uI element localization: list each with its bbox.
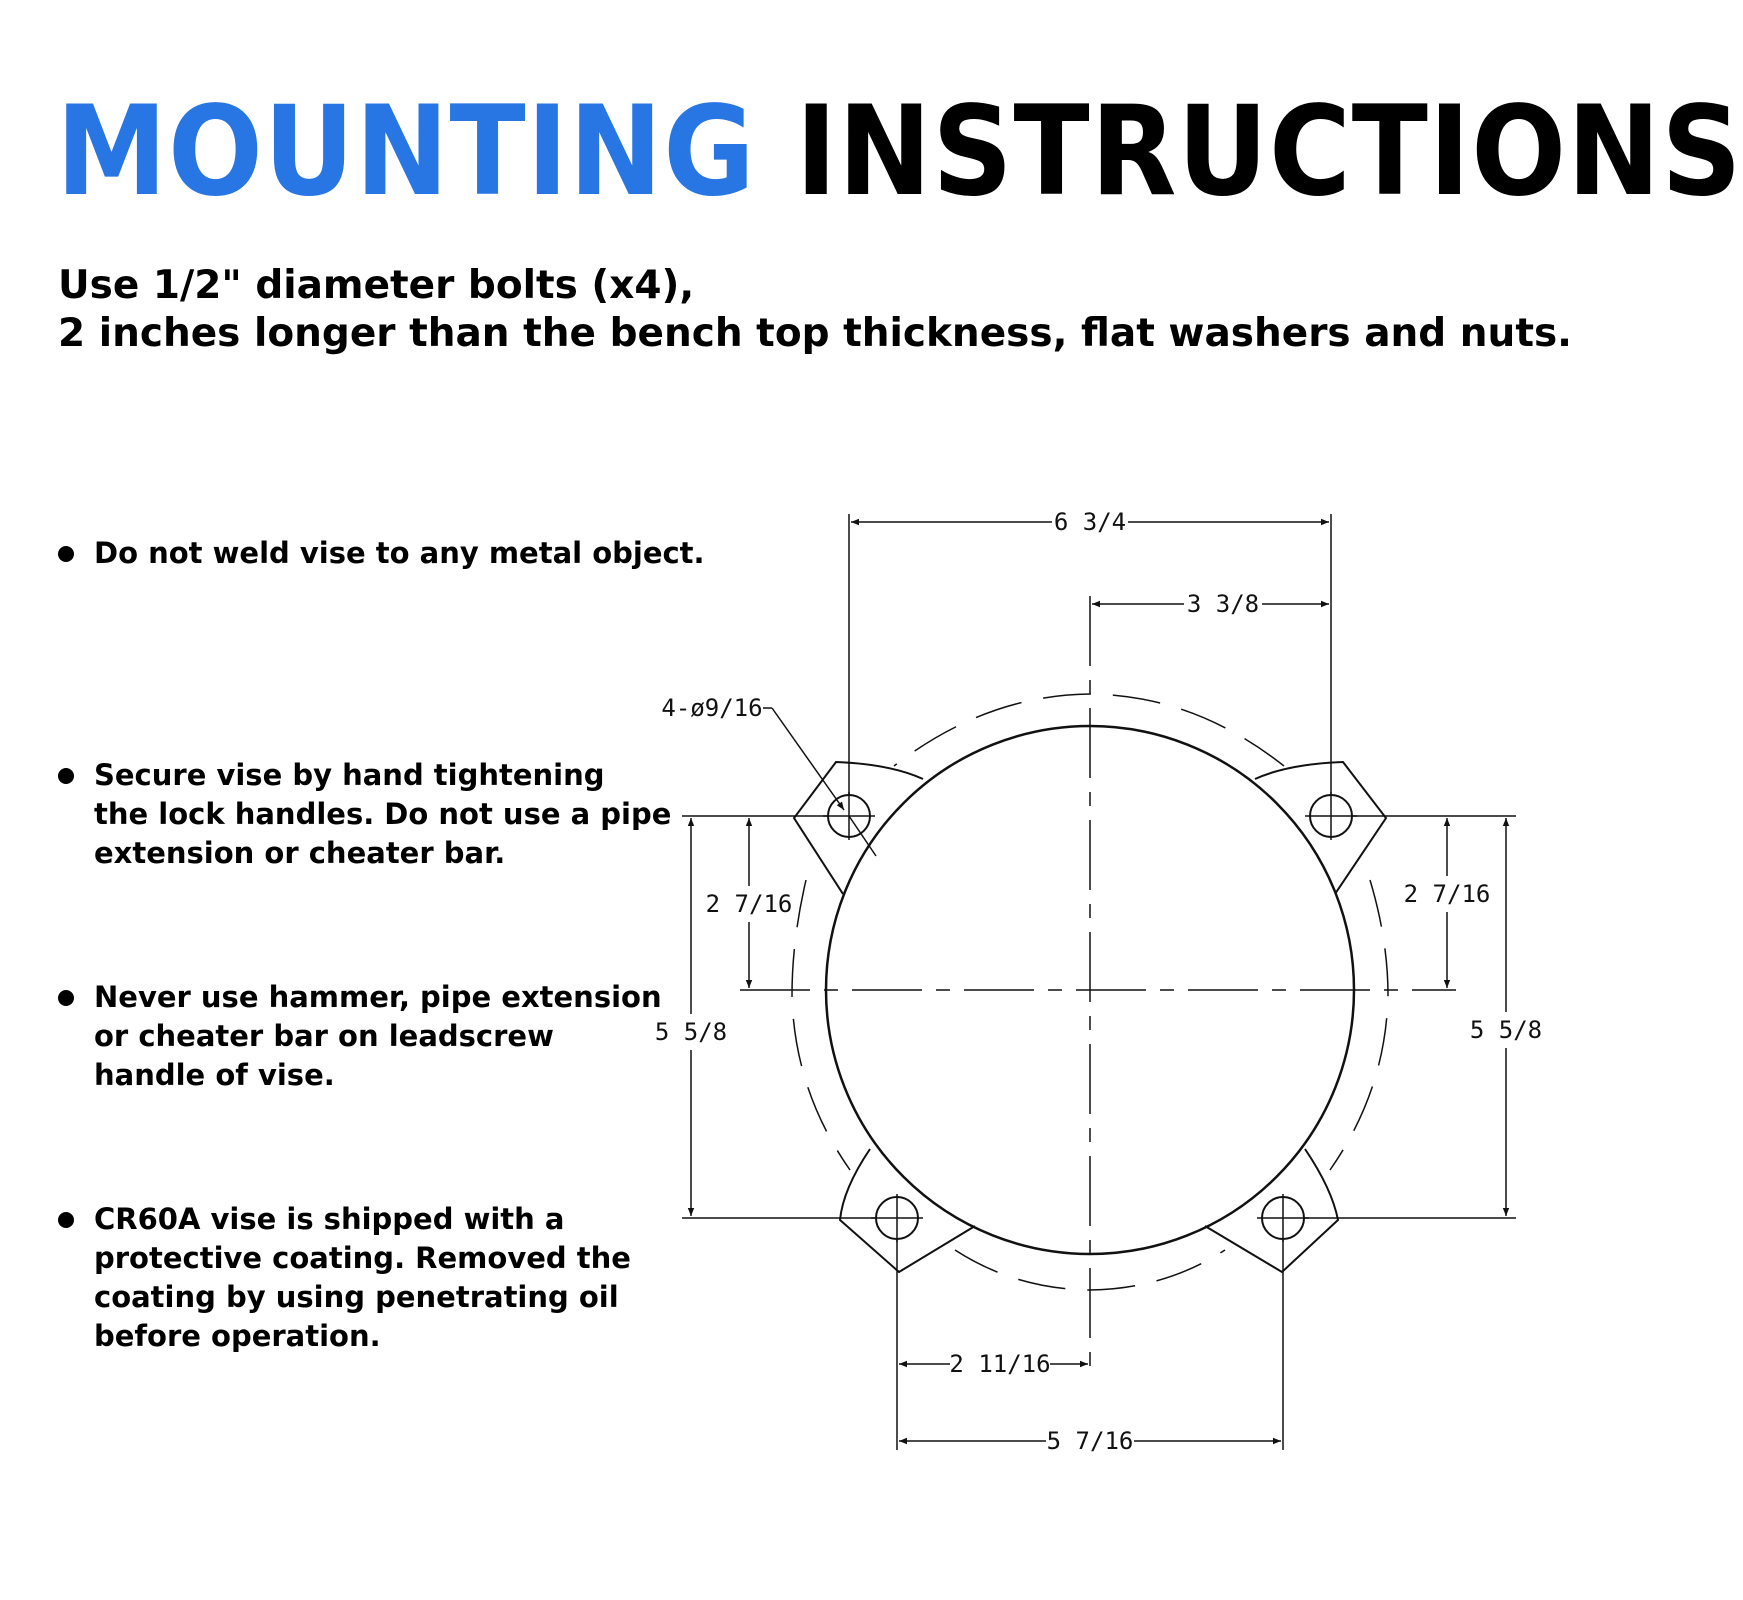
- list-item-line: the lock handles. Do not use a pipe: [94, 797, 672, 831]
- dimension-lines: [691, 522, 1506, 1441]
- list-item-line: CR60A vise is shipped with a: [94, 1202, 565, 1236]
- dashed-arc-left: [792, 880, 850, 1170]
- extension-lines: [682, 514, 1516, 1450]
- list-item-line: handle of vise.: [94, 1058, 335, 1092]
- dashed-arc-right: [1330, 880, 1388, 1170]
- mounting-lug-top-right: [1255, 762, 1386, 894]
- title-word-instructions: INSTRUCTIONS: [795, 80, 1743, 224]
- bolt-requirements-line-2: 2 inches longer than the bench top thickness, flat washers and nuts.: [58, 311, 1572, 356]
- bolt-requirements-line-1: Use 1/2" diameter bolts (x4),: [58, 263, 695, 308]
- list-item-line: extension or cheater bar.: [94, 836, 506, 870]
- title-word-mounting: MOUNTING: [56, 80, 756, 224]
- list-item-line: Do not weld vise to any metal object.: [94, 536, 705, 570]
- mounting-lug-bottom-right: [1205, 1149, 1338, 1272]
- dim-right-half-height: 2 7/16: [1403, 880, 1491, 908]
- dim-left-half-height: 2 7/16: [705, 890, 793, 918]
- hole-callout-label: 4-ø9/16: [661, 694, 763, 722]
- list-item-line: protective coating. Removed the: [94, 1241, 631, 1275]
- list-item-line: before operation.: [94, 1319, 381, 1353]
- dim-left-height: 5 5/8: [654, 1018, 728, 1046]
- dim-bottom-width: 5 7/16: [1046, 1427, 1134, 1455]
- center-lines: [740, 596, 1456, 1376]
- dim-bottom-half-width: 2 11/16: [949, 1350, 1051, 1378]
- list-item-line: Never use hammer, pipe extension: [94, 980, 662, 1014]
- list-item-line: or cheater bar on leadscrew: [94, 1019, 554, 1053]
- list-item-line: Secure vise by hand tightening: [94, 758, 605, 792]
- list-item-line: coating by using penetrating oil: [94, 1280, 619, 1314]
- mounting-lug-bottom-left: [840, 1149, 975, 1272]
- dashed-arc-top: [894, 694, 1284, 766]
- mounting-lug-top-left: [794, 762, 923, 894]
- dim-right-height: 5 5/8: [1469, 1016, 1543, 1044]
- dim-top-width: 6 3/4: [1053, 508, 1127, 536]
- dim-top-half-width: 3 3/8: [1186, 590, 1260, 618]
